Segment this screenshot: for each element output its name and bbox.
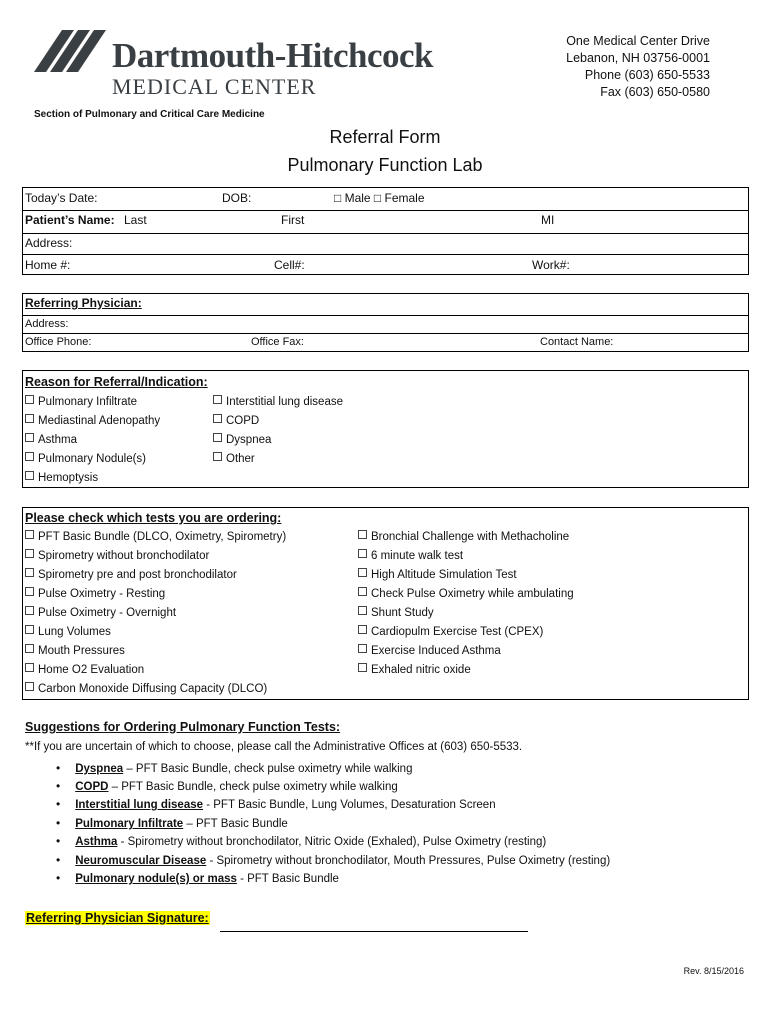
- checkbox[interactable]: [213, 395, 222, 404]
- option-label: Pulmonary Nodule(s): [38, 453, 147, 465]
- mi-label: MI: [541, 213, 555, 227]
- suggestion-key: Pulmonary nodule(s) or mass: [75, 873, 237, 885]
- test-checkbox[interactable]: [25, 663, 144, 676]
- address-line: Fax (603) 650-0580: [600, 85, 710, 99]
- checkbox[interactable]: [358, 625, 367, 634]
- checkbox[interactable]: [358, 568, 367, 577]
- checkbox[interactable]: [25, 587, 34, 596]
- suggestion-key: Asthma: [75, 836, 118, 848]
- suggestion-item: [56, 761, 412, 775]
- test-checkbox[interactable]: [25, 644, 125, 657]
- checkbox[interactable]: [25, 663, 34, 672]
- option-label: Exercise Induced Asthma: [371, 645, 501, 657]
- option-label: Bronchial Challenge with Methacholine: [371, 531, 570, 543]
- test-checkbox[interactable]: [25, 568, 237, 581]
- test-checkbox[interactable]: [25, 549, 209, 562]
- suggestion-item: [56, 797, 496, 811]
- option-label: 6 minute walk test: [371, 550, 464, 562]
- reason-checkbox[interactable]: [213, 414, 259, 427]
- checkbox[interactable]: [358, 587, 367, 596]
- divider: [22, 254, 749, 255]
- option-label: Mediastinal Adenopathy: [38, 415, 161, 427]
- option-label: Exhaled nitric oxide: [371, 664, 471, 676]
- option-label: Interstitial lung disease: [226, 396, 343, 408]
- suggestion-key: Neuromuscular Disease: [75, 855, 207, 867]
- checkbox[interactable]: [25, 682, 34, 691]
- reason-checkbox[interactable]: [213, 452, 255, 465]
- reason-checkbox[interactable]: [25, 433, 77, 446]
- test-checkbox[interactable]: [358, 606, 434, 619]
- checkbox[interactable]: [358, 606, 367, 615]
- option-label: Spirometry pre and post bronchodilator: [38, 569, 237, 581]
- checkbox[interactable]: [213, 414, 222, 423]
- suggestion-key: Pulmonary Infiltrate: [75, 818, 184, 830]
- bullet: •: [56, 816, 61, 830]
- checkbox[interactable]: [25, 530, 34, 539]
- suggestion-key: COPD: [75, 781, 109, 793]
- checkbox[interactable]: [25, 414, 34, 423]
- sex-checkboxes[interactable]: □ Male □ Female: [334, 191, 425, 205]
- suggestion-text: – PFT Basic Bundle: [183, 818, 288, 830]
- dob-label: DOB:: [222, 191, 252, 205]
- todays-date-label: Today’s Date:: [25, 191, 98, 205]
- cell-phone-label: Cell#:: [274, 258, 305, 272]
- option-label: Pulse Oximetry - Resting: [38, 588, 166, 600]
- option-label: COPD: [226, 415, 260, 427]
- form-title: Referral Form: [329, 127, 441, 147]
- form-subtitle: Pulmonary Function Lab: [287, 155, 483, 175]
- reason-heading: Reason for Referral/Indication:: [25, 375, 208, 389]
- reason-checkbox[interactable]: [25, 414, 160, 427]
- address-line: One Medical Center Drive: [566, 34, 710, 48]
- first-name-label: First: [281, 213, 305, 227]
- last-name-label: Last: [124, 213, 147, 227]
- suggestion-key: Interstitial lung disease: [75, 799, 204, 811]
- option-label: PFT Basic Bundle (DLCO, Oximetry, Spirometry): [38, 531, 287, 543]
- option-label: Mouth Pressures: [38, 645, 125, 657]
- test-checkbox[interactable]: [25, 682, 267, 695]
- suggestion-text: - Spirometry without bronchodilator, Nitric Oxide (Exhaled), Pulse Oximetry (resting): [117, 836, 547, 848]
- checkbox[interactable]: [25, 471, 34, 480]
- checkbox[interactable]: [25, 644, 34, 653]
- suggestion-text: - Spirometry without bronchodilator, Mouth Pressures, Pulse Oximetry (resting): [206, 855, 611, 867]
- divider: [22, 315, 749, 316]
- option-label: Cardiopulm Exercise Test (CPEX): [371, 626, 544, 638]
- suggestion-item: [56, 834, 546, 848]
- checkbox[interactable]: [358, 663, 367, 672]
- checkbox[interactable]: [25, 433, 34, 442]
- suggestion-item: [56, 871, 339, 885]
- option-label: Dyspnea: [226, 434, 272, 446]
- checkbox[interactable]: [358, 644, 367, 653]
- test-checkbox[interactable]: [25, 530, 286, 543]
- checkbox[interactable]: [358, 549, 367, 558]
- test-checkbox[interactable]: [358, 549, 463, 562]
- checkbox[interactable]: [25, 568, 34, 577]
- checkbox[interactable]: [213, 433, 222, 442]
- section-name: Section of Pulmonary and Critical Care Medicine: [34, 109, 265, 120]
- option-label: Asthma: [38, 434, 77, 446]
- suggestion-text: - PFT Basic Bundle: [236, 873, 339, 885]
- option-label: Pulse Oximetry - Overnight: [38, 607, 177, 619]
- test-checkbox[interactable]: [358, 568, 517, 581]
- option-label: Lung Volumes: [38, 626, 111, 638]
- checkbox[interactable]: [25, 549, 34, 558]
- test-checkbox[interactable]: [25, 625, 111, 638]
- option-label: Carbon Monoxide Diffusing Capacity (DLCO): [38, 683, 268, 695]
- reason-checkbox[interactable]: [213, 433, 271, 446]
- test-checkbox[interactable]: [25, 606, 176, 619]
- physician-address-label: Address:: [25, 318, 69, 330]
- bullet: •: [56, 797, 61, 811]
- reason-checkbox[interactable]: [25, 471, 98, 484]
- option-label: Shunt Study: [371, 607, 434, 619]
- test-checkbox[interactable]: [358, 587, 574, 600]
- address-line: Phone (603) 650-5533: [584, 68, 710, 82]
- revision-date: Rev. 8/15/2016: [683, 966, 744, 976]
- logo-mark: [34, 30, 114, 72]
- option-label: Other: [226, 453, 255, 465]
- home-phone-label: Home #:: [25, 258, 71, 272]
- bullet: •: [56, 853, 61, 867]
- option-label: High Altitude Simulation Test: [371, 569, 517, 581]
- checkbox[interactable]: [213, 452, 222, 461]
- physician-heading: Referring Physician:: [25, 296, 142, 310]
- bullet: •: [56, 871, 61, 885]
- suggestions-note: **If you are uncertain of which to choose, please call the Administrative Offices at (603) 650-5533.: [25, 741, 523, 753]
- divider: [22, 233, 749, 234]
- option-label: Hemoptysis: [38, 472, 99, 484]
- test-checkbox[interactable]: [358, 530, 569, 543]
- suggestion-item: [56, 853, 610, 867]
- reason-checkbox[interactable]: [25, 452, 146, 465]
- suggestion-item: [56, 779, 398, 793]
- patient-address-label: Address:: [25, 236, 73, 250]
- work-phone-label: Work#:: [532, 258, 570, 272]
- option-label: Pulmonary Infiltrate: [38, 396, 138, 408]
- option-label: Spirometry without bronchodilator: [38, 550, 210, 562]
- suggestion-text: - PFT Basic Bundle, Lung Volumes, Desaturation Screen: [203, 799, 496, 811]
- checkbox[interactable]: [25, 625, 34, 634]
- divider: [22, 333, 749, 334]
- suggestion-key: Dyspnea: [75, 763, 124, 775]
- address-block: [566, 33, 710, 101]
- test-checkbox[interactable]: [358, 644, 501, 657]
- patient-name-label: Patient’s Name:: [25, 213, 115, 227]
- logo-subname: MEDICAL CENTER: [112, 74, 317, 99]
- test-checkbox[interactable]: [358, 625, 543, 638]
- bullet: •: [56, 779, 61, 793]
- suggestions-heading: Suggestions for Ordering Pulmonary Function Tests:: [25, 720, 341, 734]
- signature-label: Referring Physician Signature:: [26, 911, 209, 925]
- test-checkbox[interactable]: [358, 663, 471, 676]
- tests-heading: Please check which tests you are ordering:: [25, 511, 282, 525]
- logo-name: Dartmouth-Hitchcock: [112, 36, 434, 75]
- option-label: Check Pulse Oximetry while ambulating: [371, 588, 574, 600]
- suggestion-item: [56, 816, 288, 830]
- reason-checkbox[interactable]: [213, 395, 343, 408]
- reason-checkbox[interactable]: [25, 395, 137, 408]
- checkbox[interactable]: [25, 606, 34, 615]
- bullet: •: [56, 834, 61, 848]
- office-phone-label: Office Phone:: [25, 336, 92, 348]
- suggestion-text: – PFT Basic Bundle, check pulse oximetry while walking: [108, 781, 398, 793]
- bullet: •: [56, 761, 61, 775]
- signature-label-wrap: [25, 909, 210, 927]
- address-line: Lebanon, NH 03756-0001: [566, 51, 710, 65]
- suggestion-text: – PFT Basic Bundle, check pulse oximetry while walking: [123, 763, 413, 775]
- checkbox[interactable]: [25, 395, 34, 404]
- test-checkbox[interactable]: [25, 587, 165, 600]
- option-label: Home O2 Evaluation: [38, 664, 145, 676]
- checkbox[interactable]: [25, 452, 34, 461]
- contact-name-label: Contact Name:: [540, 336, 614, 348]
- checkbox[interactable]: [358, 530, 367, 539]
- office-fax-label: Office Fax:: [251, 336, 304, 348]
- signature-line[interactable]: [220, 931, 528, 932]
- divider: [22, 210, 749, 211]
